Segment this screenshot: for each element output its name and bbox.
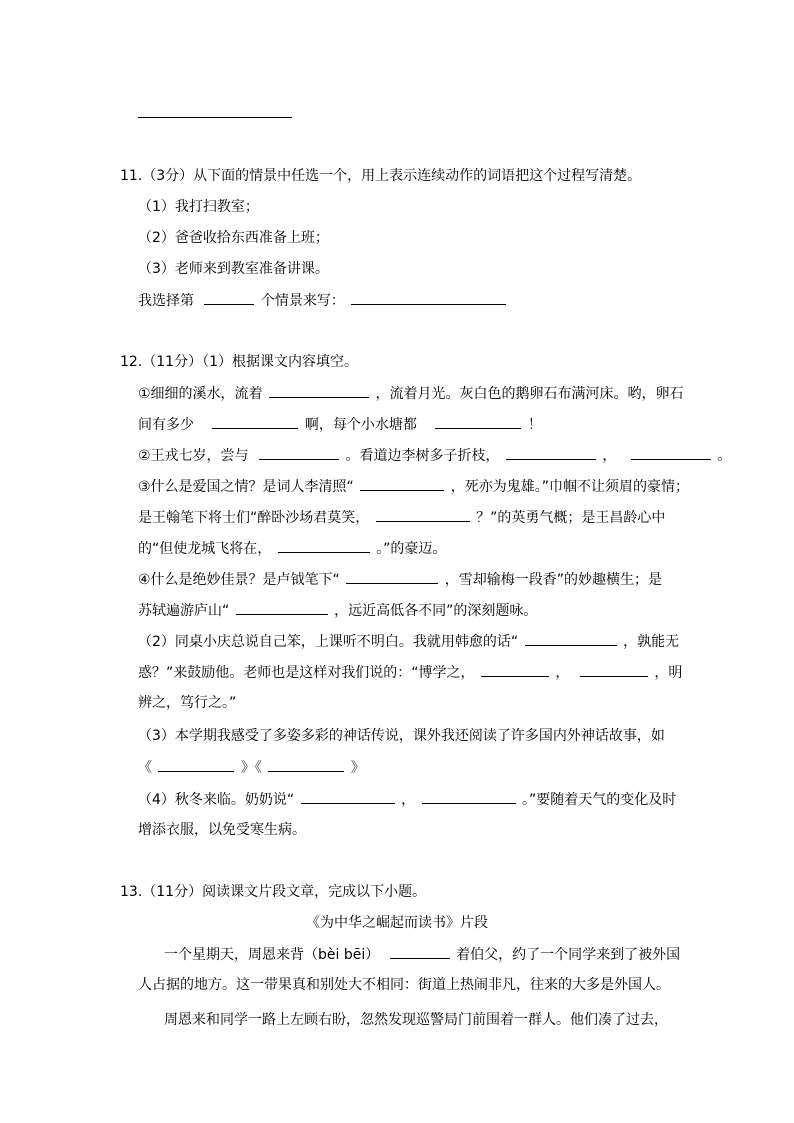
text: ③什么是爱国之情？是词人李清照“ — [138, 479, 354, 495]
q11-choose-text-b: 个情景来写： — [260, 293, 345, 309]
text: （2）同桌小庆总说自己笨，上课听不明白。我就用韩愈的话“ — [138, 634, 519, 650]
q11-choose-line — [138, 291, 506, 310]
text: 。看道边李树多子折枝， — [345, 448, 500, 464]
fill-blank[interactable] — [259, 446, 339, 460]
q12-line: 增添衣服，以免受寒生病。 — [138, 822, 306, 838]
passage-line — [164, 945, 680, 964]
text: ， — [401, 792, 416, 808]
fill-blank[interactable] — [346, 570, 438, 584]
fill-blank[interactable] — [631, 446, 711, 460]
fill-blank[interactable] — [390, 945, 450, 959]
text: ，死亦为鬼雄。”巾帼不让须眉的豪情； — [450, 479, 689, 495]
q11-option-3: （3）老师来到教室准备讲课。 — [138, 261, 329, 277]
q12-line — [138, 508, 665, 527]
fill-blank[interactable] — [212, 415, 298, 429]
q12-line: 辨之，笃行之。” — [138, 695, 237, 711]
fill-blank[interactable] — [481, 663, 549, 677]
fill-blank[interactable] — [301, 790, 395, 804]
text: 。”的豪迈。 — [376, 541, 447, 557]
fill-blank[interactable] — [435, 415, 521, 429]
q12-line — [138, 384, 683, 403]
q12-line — [138, 632, 679, 651]
text: ②王戎七岁，尝与 — [138, 448, 249, 464]
q12-line — [138, 539, 446, 558]
fill-blank[interactable] — [525, 632, 617, 646]
text: ？”的英勇气概；是王昌龄心中 — [476, 510, 666, 526]
text: 啊，每个小水塘都 — [304, 417, 417, 433]
passage-line: 周恩来和同学一路上左顾右盼，忽然发现巡警局门前围着一群人。他们凑了过去， — [164, 1012, 668, 1028]
text: 》《 — [240, 760, 262, 776]
fill-blank[interactable] — [422, 790, 516, 804]
text: 间有多少 — [138, 417, 194, 433]
text: 苏轼遍游庐山“ — [138, 603, 230, 619]
text: （4）秋冬来临。奶奶说“ — [138, 792, 295, 808]
passage-title: 《为中华之崛起而读书》片段 — [306, 915, 488, 931]
text: ，明 — [654, 665, 683, 681]
q11-choose-text-a: 我选择第 — [138, 293, 194, 309]
text: ， — [555, 665, 570, 681]
q12-line: （3）本学期我感受了多姿多彩的神话传说，课外我还阅读了许多国内外神话故事，如 — [138, 728, 665, 744]
text: ， — [602, 448, 617, 464]
q12-line — [138, 570, 662, 589]
answer-line — [138, 117, 292, 118]
fill-blank[interactable] — [269, 384, 369, 398]
fill-blank[interactable] — [268, 758, 344, 772]
text: 惑？”来鼓励他。老师也是这样对我们说的：“博学之， — [138, 665, 475, 681]
fill-blank[interactable] — [580, 663, 648, 677]
text: ④什么是绝妙佳景？是卢钺笔下“ — [138, 572, 340, 588]
text: ，远近高低各不同”的深刻题咏。 — [334, 603, 538, 619]
text: ①细细的溪水，流着 — [138, 386, 263, 402]
q11-option-2: （2）爸爸收拾东西准备上班； — [138, 230, 329, 246]
fill-blank[interactable] — [204, 291, 254, 305]
fill-blank[interactable] — [360, 477, 444, 491]
text: 一个星期天，周恩来背（bèi bēi） — [164, 947, 380, 963]
q12-header: 12.（11分）（1）根据课文内容填空。 — [120, 354, 358, 370]
fill-blank[interactable] — [351, 291, 506, 305]
text: ，孰能无 — [623, 634, 680, 650]
text: ，流着月光。灰白色的鹅卵石布满河床。哟，卵石 — [375, 386, 684, 402]
q12-line — [138, 663, 682, 682]
q13-header: 13.（11分）阅读课文片段文章，完成以下小题。 — [120, 884, 427, 900]
fill-blank[interactable] — [158, 758, 234, 772]
text: 》 — [350, 760, 365, 776]
fill-blank[interactable] — [278, 539, 370, 553]
q12-line — [138, 477, 689, 496]
text: 是王翰笔下将士们“醉卧沙场君莫笑， — [138, 510, 370, 526]
q12-line — [138, 790, 676, 809]
q12-line — [138, 415, 542, 434]
fill-blank[interactable] — [376, 508, 470, 522]
q11-option-1: （1）我打扫教室； — [138, 199, 259, 215]
q12-line — [138, 758, 365, 777]
text: 。 — [717, 448, 732, 464]
text: ，雪却输梅一段香”的妙趣横生；是 — [444, 572, 662, 588]
text: ！ — [527, 417, 542, 433]
text: 。”要随着天气的变化及时 — [521, 792, 677, 808]
text: 的“但使龙城飞将在， — [138, 541, 272, 557]
q12-line — [138, 601, 537, 620]
text: 《 — [138, 760, 152, 776]
text: 着伯父，约了一个同学来到了被外国 — [456, 947, 681, 963]
fill-blank[interactable] — [236, 601, 328, 615]
passage-line: 人占据的地方。这一带果真和别处大不相同：街道上热闹非凡，往来的大多是外国人。 — [138, 977, 670, 993]
q11-header: 11.（3分）从下面的情景中任选一个，用上表示连续动作的词语把这个过程写清楚。 — [120, 168, 642, 184]
q12-line — [138, 446, 731, 465]
fill-blank[interactable] — [506, 446, 596, 460]
